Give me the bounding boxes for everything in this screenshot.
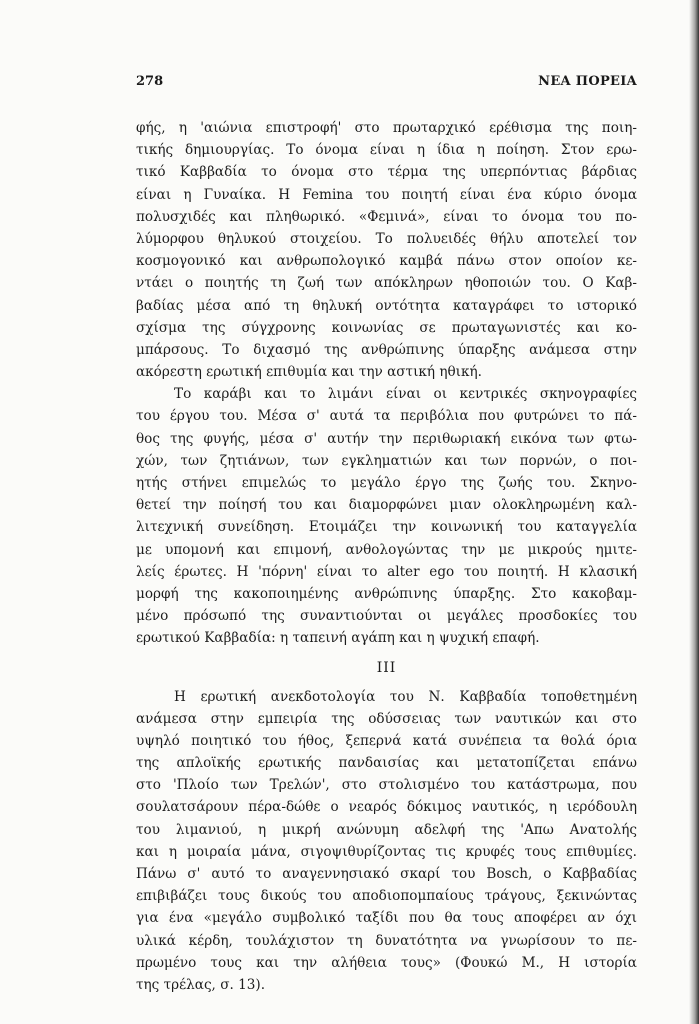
page-number: 278 [136, 74, 164, 89]
text-line: Η ερωτική ανεκδοτολογία του Ν. Καββαδία τοποθετημένη [174, 688, 637, 705]
text-line: του λιμανιού, η μικρή ανώνυμη αδελφή της 'Απω Ανατολής [136, 821, 637, 838]
text-line: με υπομονή και επιμονή, ανθολογώντας την με μικρούς ημιτε- [136, 541, 637, 558]
text-line: ανάμεσα στην εμπειρία της οδύσσειας των ναυτικών και στο [136, 710, 637, 727]
text-line: φής, η 'αιώνια επιστροφή' στο πρωταρχικό ερέθισμα της ποιη- [136, 120, 637, 136]
text-line: λιτεχνική συνείδηση. Ετοιμάζει την κοινωνική του καταγγελία [136, 519, 637, 536]
text-line: τικό Καββαδία το όνομα στο τέρμα της υπερπόντιας βάρδιας [136, 164, 637, 181]
text-line: μπάρσους. Το διχασμό της ανθρώπινης ύπαρξης ανάμεσα στην [136, 341, 637, 358]
text-line: ητής στήνει επιμελώς το μεγάλο έργο της ζωής του. Σκηνο- [136, 475, 637, 491]
text-line: Το καράβι και το λιμάνι είναι οι κεντρικές σκηνογραφίες [174, 386, 637, 403]
page-header [136, 74, 637, 96]
paragraph-1 [136, 117, 637, 383]
text-line: και η μοιραία μάνα, σιγοψιθυρίζοντας τις κρυφές τους επιθυμίες. [136, 843, 637, 860]
text-line: για ένα «μεγάλο συμβολικό ταξίδι που θα τους αποφέρει αν όχι [136, 910, 637, 927]
text-line: θετεί την ποίησή του και διαμορφώνει μιαν ολοκληρωμένη καλ- [136, 497, 637, 514]
text-line: ντάει ο ποιητής τη ζωή των απόκληρων ηθοποιών του. Ο Καβ- [136, 275, 637, 292]
text-line: πρωμένο τους και την αλήθεια τους» (Φουκώ Μ., Η ιστορία [136, 954, 637, 971]
text-line: είναι η Γυναίκα. Η Femina του ποιητή είναι ένα κύριο όνομα [136, 186, 637, 203]
running-head: ΝΕΑ ΠΟΡΕΙΑ [538, 74, 637, 89]
text-line: κοσμογονικό και ανθρωπολογικό καμβά πάνω στον οποίον κε- [136, 253, 637, 270]
text-line: πολυσχιδές και πληθωρικό. «Φεμινά», είναι το όνομα του πο- [136, 208, 637, 225]
text-line: χών, των ζητιάνων, των εγκληματιών και των πορνών, ο ποι- [136, 452, 637, 469]
text-line: λύμορφου θηλυκού στοιχείου. Το πολυειδές θήλυ αποτελεί τον [136, 230, 637, 247]
text-line: σχίσμα της σύγχρονης κοινωνίας σε πρωταγωνιστές και κο- [136, 319, 637, 336]
paragraph-3 [136, 686, 637, 997]
paragraph-2 [136, 383, 637, 649]
text-line: θος της φυγής, μέσα σ' αυτήν την περιθωριακή εικόνα των φτω- [136, 430, 637, 447]
text-line: στο 'Πλοίο των Τρελών', στο στολισμένο του κατάστρωμα, που [136, 777, 637, 794]
text-line: του έργου του. Μέσα σ' αυτά τα περιβόλια που φυτρώνει το πά- [136, 408, 637, 425]
text-line: σουλατσάρουν πέρα-δώθε ο νεαρός δόκιμος ναυτικός, η ιερόδουλη [136, 799, 637, 816]
text-line: της απλοϊκής ερωτικής πανδαισίας και μετατοπίζεται επάνω [136, 755, 637, 772]
section-number: ΙΙΙ [376, 659, 397, 676]
text-line: Πάνω σ' αυτό το αναγεννησιακό σκαρί του Bosch, ο Καββαδίας [136, 866, 637, 882]
text-line: υλικά κέρδη, τουλάχιστον τη δυνατότητα να γνωρίσουν το πε- [136, 932, 637, 949]
text-line: ερωτικού Καββαδία: η ταπεινή αγάπη και η ψυχική επαφή. [136, 630, 540, 647]
page-body [136, 117, 637, 996]
text-line: υψηλό ποιητικό του ήθος, ξεπερνά κατά συνέπεια τα θολά όρια [136, 732, 637, 749]
page-binding-edge [689, 0, 699, 1024]
text-line: τικής δημιουργίας. Το όνομα είναι η ίδια η ποίηση. Στον ερω- [136, 142, 637, 159]
text-line: βαδίας μέσα από τη θηλυκή οντότητα καταγράφει το ιστορικό [136, 297, 637, 314]
text-line: επιβιβάζει τους δικούς του αποδιοπομπαίους τράγους, ξεκινώντας [136, 888, 637, 905]
text-line: ακόρεστη ερωτική επιθυμία και την αστική ηθική. [136, 364, 482, 381]
text-line: μορφή της κακοποιημένης ανθρώπινης ύπαρξης. Στο κακοβαμ- [136, 585, 637, 602]
text-line: της τρέλας, σ. 13). [136, 976, 266, 993]
text-line: λείς έρωτες. Η 'πόρνη' είναι το alter ego του ποιητή. Η κλασική [136, 563, 637, 580]
text-line: μένο πρόσωπό της συναντιούνται οι μεγάλες προσδοκίες του [136, 608, 637, 625]
